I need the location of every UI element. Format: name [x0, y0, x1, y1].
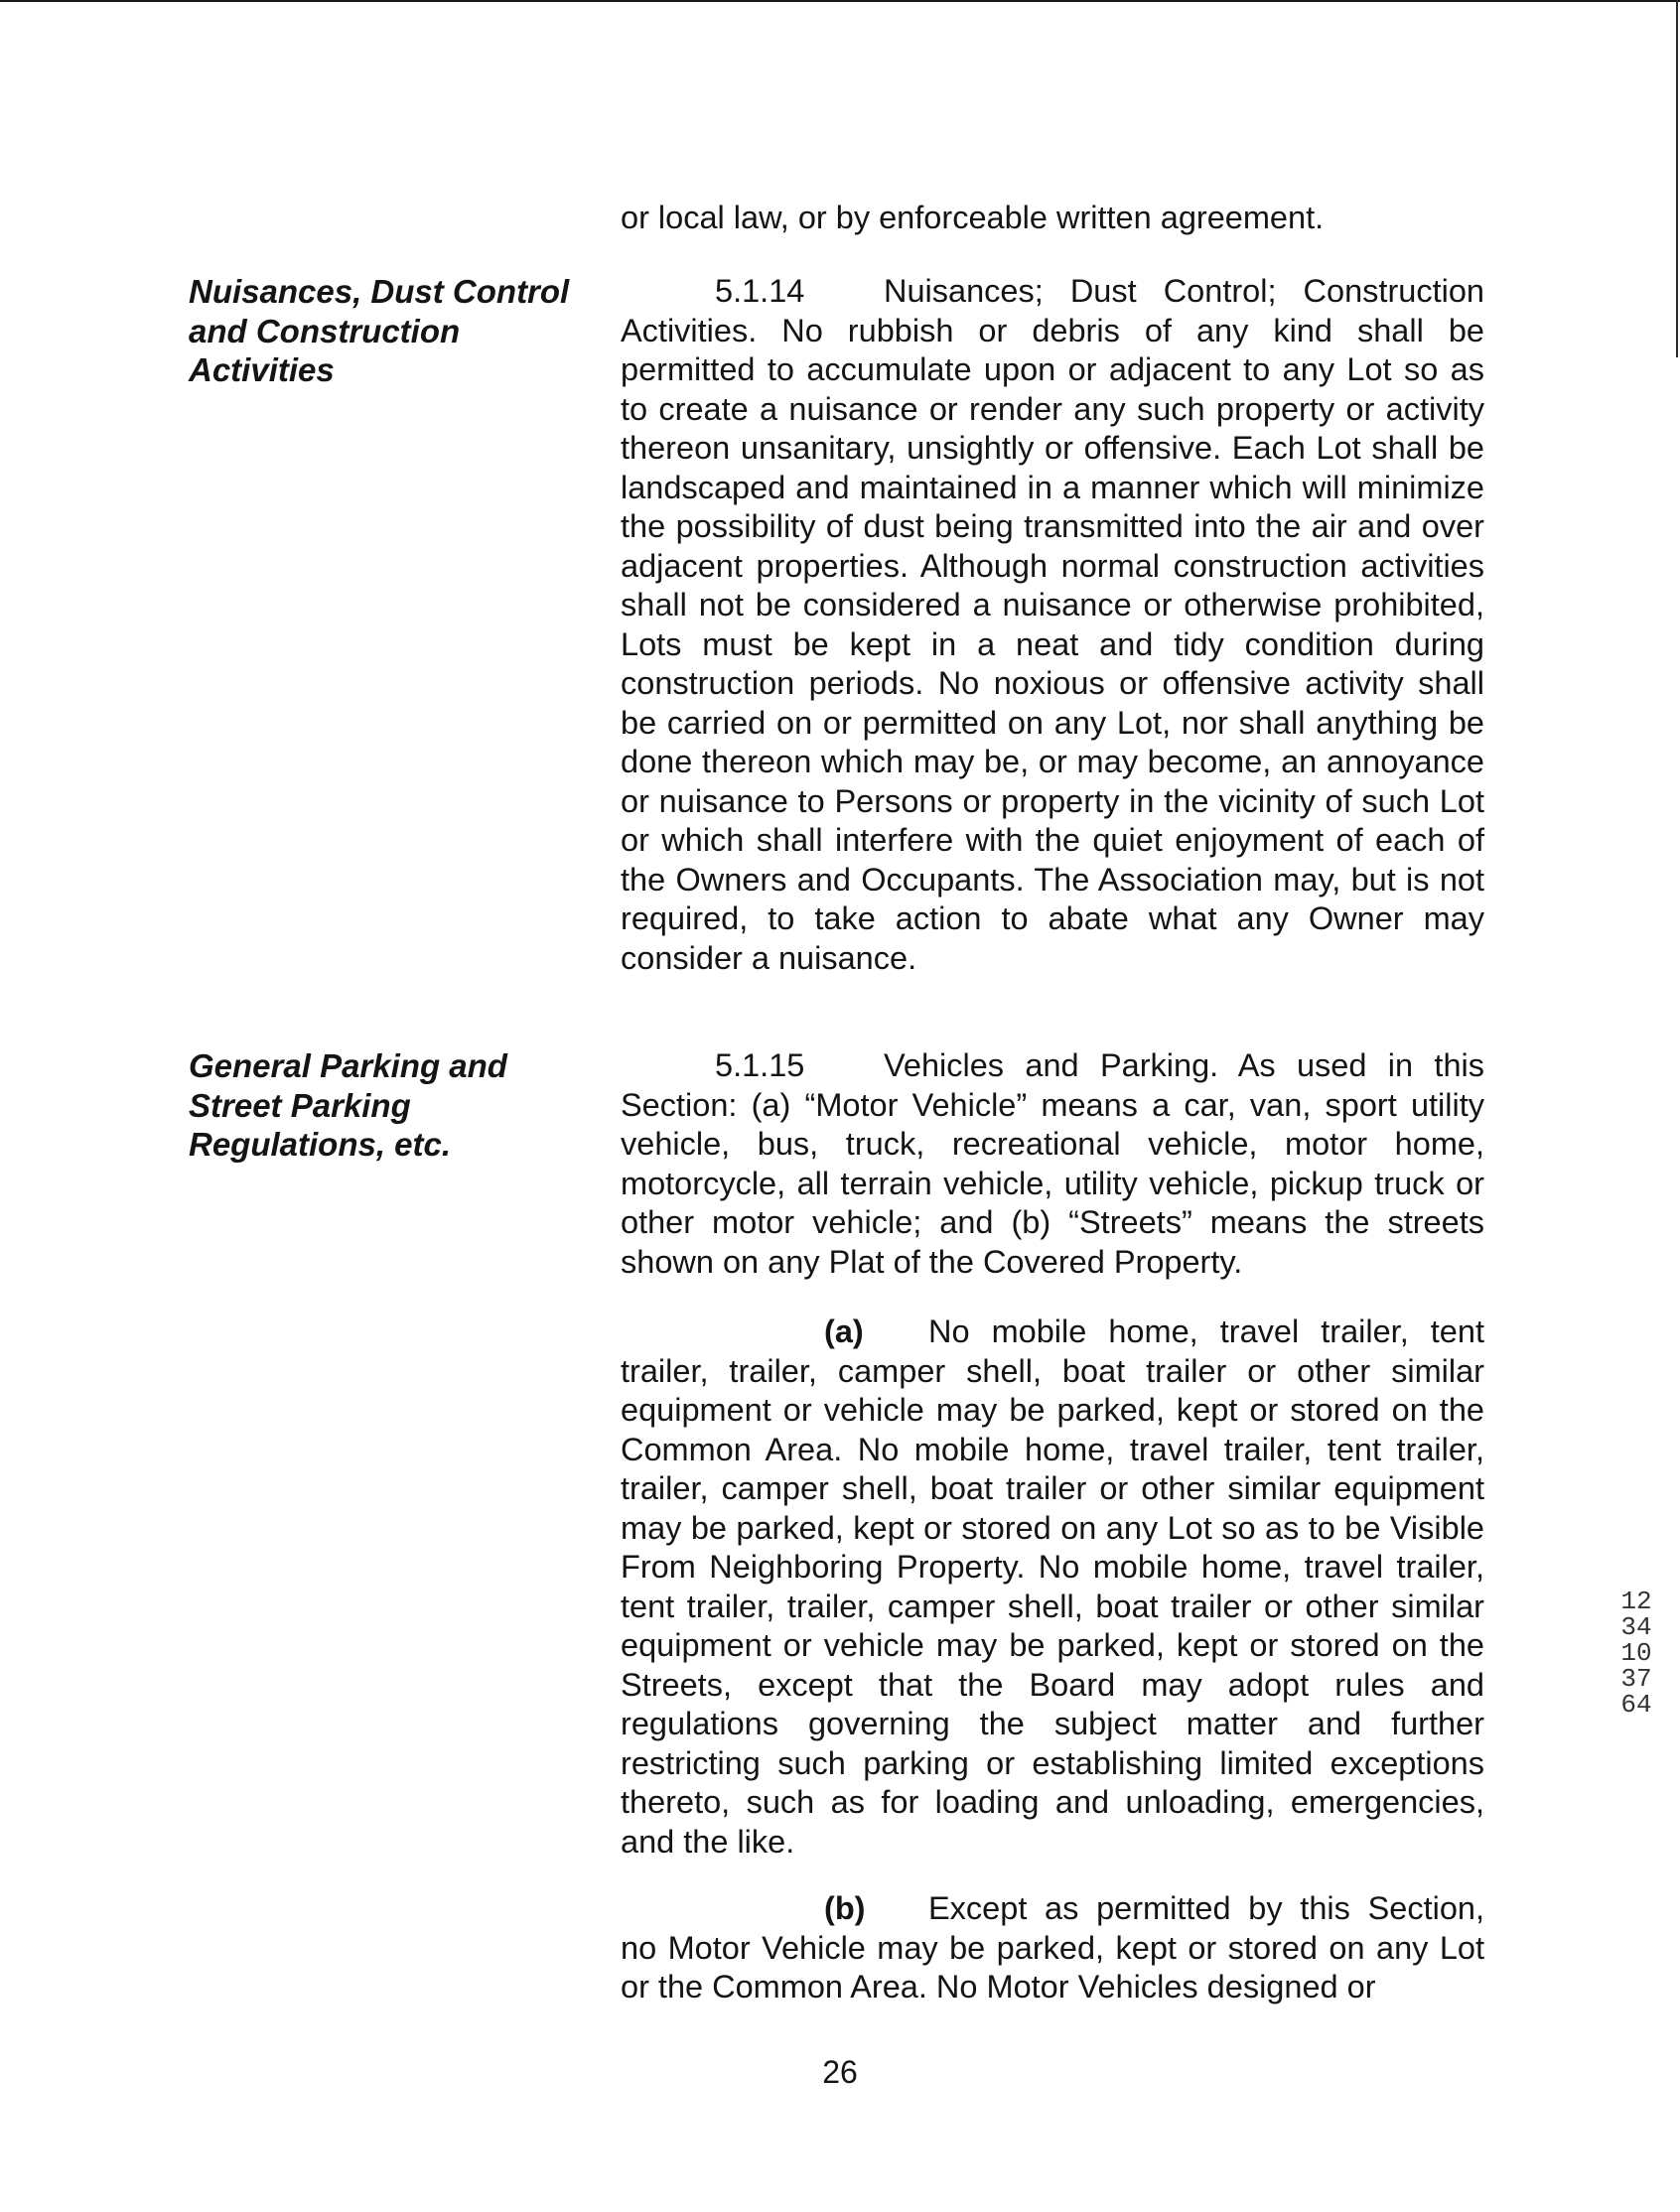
section-text: Vehicles and Parking. As used in this Section: (a) “Motor Vehicle” means a car, van, sport utility vehicle, bus, truck, recreational vehicle, motor home, motorcycle, all terrain vehicle, utility vehicle, pickup truck or other motor vehicle; and (b) “Streets” means the streets shown on any Plat of the Covered Property.	[621, 1047, 1484, 1280]
page-number: 26	[822, 2054, 858, 2090]
subsection-body	[621, 1889, 1484, 2007]
section-margin-title: Nuisances, Dust Control and Construction Activities	[189, 273, 570, 388]
subsection-body	[621, 1313, 1484, 1862]
section-body	[621, 1046, 1484, 1282]
continuation-text: or local law, or by enforceable written agreement.	[621, 200, 1325, 235]
subsection-text: Except as permitted by this Section, no Motor Vehicle may be parked, kept or stored on any Lot or the Common Area. No Motor Vehicles designed or	[621, 1890, 1484, 2005]
subsection-text: No mobile home, travel trailer, tent trailer, trailer, camper shell, boat trailer or other similar equipment or vehicle may be parked, kept or stored on the Common Area. No mobile home, travel trailer, tent trailer, trailer, camper shell, boat trailer or other similar equipment may be parked, kept or stored on any Lot so as to be Visible From Neighboring Property. No mobile home, travel trailer, tent trailer, trailer, camper shell, boat trailer or other similar equipment or vehicle may be parked, kept or stored on the Streets, except that the Board may adopt rules and regulations governing the subject matter and further restricting such parking or establishing limited exceptions thereto, such as for loading and unloading, emergencies, and the like.	[621, 1313, 1484, 1860]
section-number: 5.1.15	[715, 1047, 805, 1083]
section-margin-title: General Parking and Street Parking Regulations, etc.	[189, 1047, 507, 1163]
subsection-label: (b)	[824, 1890, 866, 1926]
recording-stamp: 1234 103764	[1620, 1587, 1652, 1720]
section-number: 5.1.14	[715, 273, 805, 309]
section-body	[621, 272, 1484, 978]
subsection-label: (a)	[824, 1313, 864, 1349]
section-text: Nuisances; Dust Control; Construction Activities. No rubbish or debris of any kind shall be permitted to accumulate upon or adjacent to any Lot so as to create a nuisance or render any such property or activity thereon unsanitary, unsightly or offensive. Each Lot shall be landscaped and maintained in a manner which will minimize the possibility of dust being transmitted into the air and over adjacent properties. Although normal construction activities shall not be considered a nuisance or otherwise prohibited, Lots must be kept in a neat and tidy condition during construction periods. No noxious or offensive activity shall be carried on or permitted on any Lot, nor shall anything be done thereon which may be, or may become, an annoyance or nuisance to Persons or property in the vicinity of such Lot or which shall interfere with the quiet enjoyment of each of the Owners and Occupants. The Association may, but is not required, to take action to abate what any Owner may consider a nuisance.	[621, 273, 1484, 976]
